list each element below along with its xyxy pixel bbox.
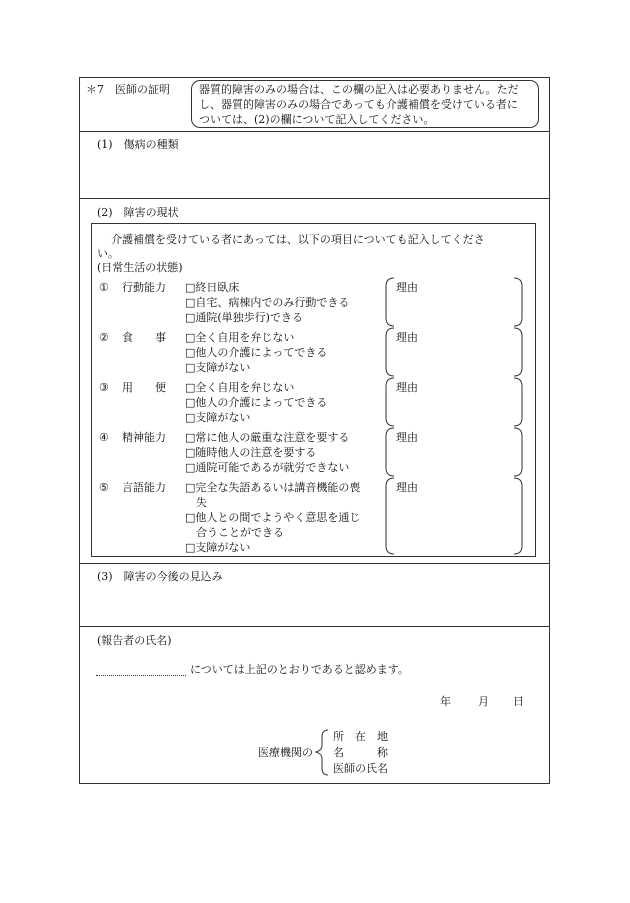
row5-name: 言語能力 (122, 481, 166, 494)
row3-reason-bracket-left (386, 378, 394, 426)
section7-note-line1: 器質的障害のみの場合は、この欄の記入は必要ありません。ただ (199, 83, 519, 96)
row4-reason-bracket-left (386, 428, 394, 476)
institution-brace (316, 730, 328, 775)
row5-num: ⑤ (99, 481, 109, 494)
row1-name: 行動能力 (122, 281, 166, 294)
row5-reason-label: 理由 (396, 481, 418, 494)
reporter-title: (報告者の氏名) (97, 634, 172, 647)
row2-name: 食 事 (122, 331, 166, 344)
row2-option-3[interactable]: □支障がない (185, 361, 251, 374)
row3-option-1[interactable]: □全く自用を弁じない (185, 381, 295, 394)
row5-option-3[interactable]: □支障がない (185, 541, 251, 554)
row4-option-1[interactable]: □常に他人の厳重な注意を要する (185, 431, 350, 444)
row3-reason-bracket-right (514, 378, 522, 426)
row2-reason-bracket-left (386, 328, 394, 376)
row4-num: ④ (99, 431, 109, 444)
row1-option-2[interactable]: □自宅、病棟内でのみ行動できる (185, 296, 350, 309)
row5-option-1-cont: 失 (185, 496, 207, 509)
row3-reason-label: 理由 (396, 381, 418, 394)
row1-reason-bracket-right (514, 278, 522, 326)
date-day: 日 (513, 695, 524, 708)
row1-reason-label: 理由 (396, 281, 418, 294)
row5-option-1[interactable]: □完全な失語あるいは講音機能の喪 (185, 481, 361, 494)
row5-option-2-cont: 合うことができる (185, 526, 284, 539)
institution-address-label: 所 在 地 (333, 730, 388, 743)
row5-option-2[interactable]: □他人との間でようやく意思を通じ (185, 511, 361, 524)
section7-note-line2: し、器質的障害のみの場合であっても介護補償を受けている者に (199, 98, 518, 111)
section7-label: ＊7 医師の証明 (86, 83, 170, 96)
doctor-name-label: 医師の氏名 (333, 762, 388, 775)
row2-reason-bracket-right (514, 328, 522, 376)
row1-reason-bracket-left (386, 278, 394, 326)
section7-note-line3: ついては、(2)の欄について記入してください。 (199, 113, 435, 126)
reporter-statement: については上記のとおりであると認めます。 (190, 663, 409, 676)
row4-option-3[interactable]: □通院可能であるが就労できない (185, 461, 350, 474)
s2-title: (2) 障害の現状 (97, 206, 179, 219)
row4-reason-label: 理由 (396, 431, 418, 444)
row4-name: 精神能力 (122, 431, 166, 444)
institution-label: 医療機関の (258, 746, 313, 759)
row3-num: ③ (99, 381, 109, 394)
s2-intro-line1: 介護補償を受けている者にあっては、以下の項目についても記入してくださ (111, 233, 485, 246)
row1-option-3[interactable]: □通院(単独歩行)できる (185, 311, 303, 324)
row3-name: 用 便 (122, 381, 166, 394)
row3-option-3[interactable]: □支障がない (185, 411, 251, 424)
row5-reason-bracket-left (386, 478, 394, 554)
row5-reason-bracket-right (514, 478, 522, 554)
s3-title: (3) 障害の今後の見込み (97, 570, 223, 583)
date-year: 年 (440, 695, 451, 708)
row2-reason-label: 理由 (396, 331, 418, 344)
row4-option-2[interactable]: □随時他人の注意を要する (185, 446, 317, 459)
row1-option-1[interactable]: □終日臥床 (185, 281, 240, 294)
row4-reason-bracket-right (514, 428, 522, 476)
s2-intro-line2: い。 (97, 247, 119, 260)
date-month: 月 (478, 695, 489, 708)
reporter-name-field[interactable] (96, 675, 186, 676)
row1-num: ① (99, 281, 109, 294)
row3-option-2[interactable]: □他人の介護によってできる (185, 396, 328, 409)
s1-title: (1) 傷病の種類 (97, 138, 179, 151)
row2-num: ② (99, 331, 109, 344)
s2-subtitle: (日常生活の状態) (97, 261, 183, 274)
row2-option-1[interactable]: □全く自用を弁じない (185, 331, 295, 344)
row2-option-2[interactable]: □他人の介護によってできる (185, 346, 328, 359)
institution-name-label: 名 称 (333, 746, 388, 759)
